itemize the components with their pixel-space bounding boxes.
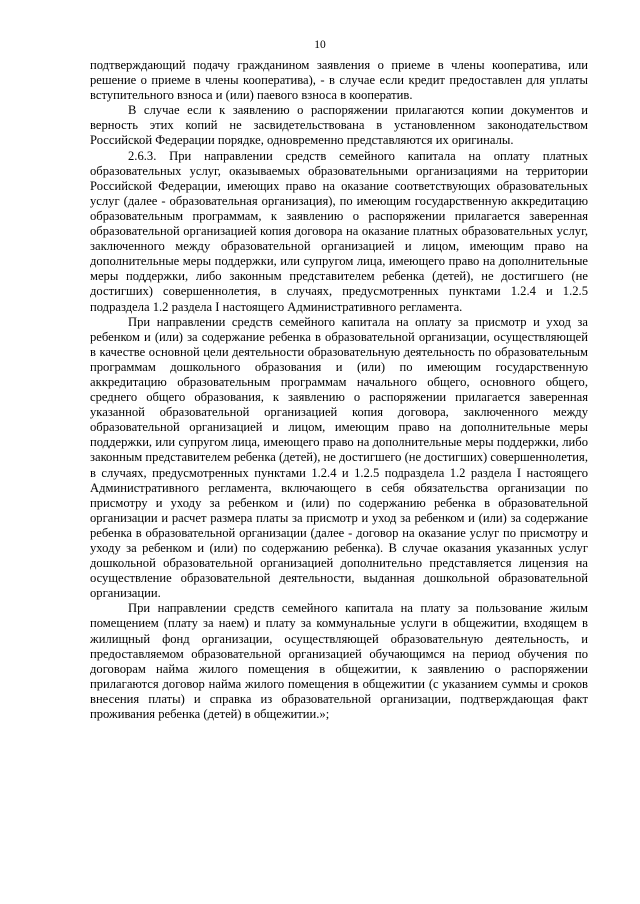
paragraph-continuation: подтверждающий подачу гражданином заявления о приеме в члены кооператива, или решение о приеме в члены кооператива), - в случае если кредит предоставлен для уплаты вступительного взноса и (или) паевого взноса в кооператив. (90, 58, 588, 103)
paragraph-copies-note: В случае если к заявлению о распоряжении прилагаются копии документов и верность этих копий не засвидетельствована в установленном законодательством Российской Федерации порядке, одновременно представляются их оригиналы. (90, 103, 588, 148)
paragraph-dormitory-payment: При направлении средств семейного капитала на плату за пользование жилым помещением (плату за наем) и плату за коммунальные услуги в общежитии, входящем в жилищный фонд организации, осуществляющей образовательную деятельность, и предоставляемом образовательной организацией обучающимся на период обучения по договорам найма жилого помещения в общежитии, к заявлению о распоряжении прилагаются договор найма жилого помещения в общежитии (с указанием суммы и сроков внесения платы) и справка из образовательной организации, подтверждающая факт проживания ребенка (детей) в общежитии.»; (90, 601, 588, 722)
page-number: 10 (314, 39, 326, 51)
paragraph-childcare-payment: При направлении средств семейного капитала на оплату за присмотр и уход за ребенком и (или) за содержание ребенка в образовательной организации, осуществляющей в качестве основной цели деятельности образовательную деятельность по образовательным программам дошкольного образования и (или) по имеющим государственную аккредитацию образовательным программам начального общего, основного общего, среднего общего образования, к заявлению о распоряжении прилагается заверенная указанной образовательной организацией копия договора, заключенного между образовательной организацией и лицом, имеющим право на дополнительные меры поддержки, или супругом лица, имеющего право на дополнительные меры поддержки, либо законным представителем ребенка (детей), не достигшего (не достигших) совершеннолетия, в случаях, предусмотренных пунктами 1.2.4 и 1.2.5 подраздела 1.2 раздела I настоящего Административного регламента, включающего в себя обязательства организации по присмотру и уходу за ребенком и (или) по содержанию ребенка в образовательной организации и расчет размера платы за присмотр и уход за ребенком и (или) за содержание ребенка в образовательной организации (далее - договор на оказание услуг по присмотру и уходу за ребенком и (или) по содержанию ребенка). В случае оказания указанных услуг дошкольной образовательной организацией дополнительно представляется лицензия на осуществление образовательной деятельности, выданная дошкольной образовательной организации. (90, 314, 588, 601)
document-body (90, 58, 588, 722)
paragraph-2-6-3: 2.6.3. При направлении средств семейного капитала на оплату платных образовательных услуг, оказываемых образовательными организациями на территории Российской Федерации, имеющих право на оказание соответствующих образовательных услуг (далее - образовательная организация), по имеющим государственную аккредитацию образовательным программам, к заявлению о распоряжении прилагается заверенная образовательной организацией копия договора на оказание платных образовательных услуг, заключенного между образовательной организацией и лицом, имеющим право на дополнительные меры поддержки, или супругом лица, имеющего право на дополнительные меры поддержки, либо законным представителем ребенка (детей), не достигшего (не достигших) совершеннолетия, в случаях, предусмотренных пунктами 1.2.4 и 1.2.5 подраздела 1.2 раздела I настоящего Административного регламента. (90, 148, 588, 314)
